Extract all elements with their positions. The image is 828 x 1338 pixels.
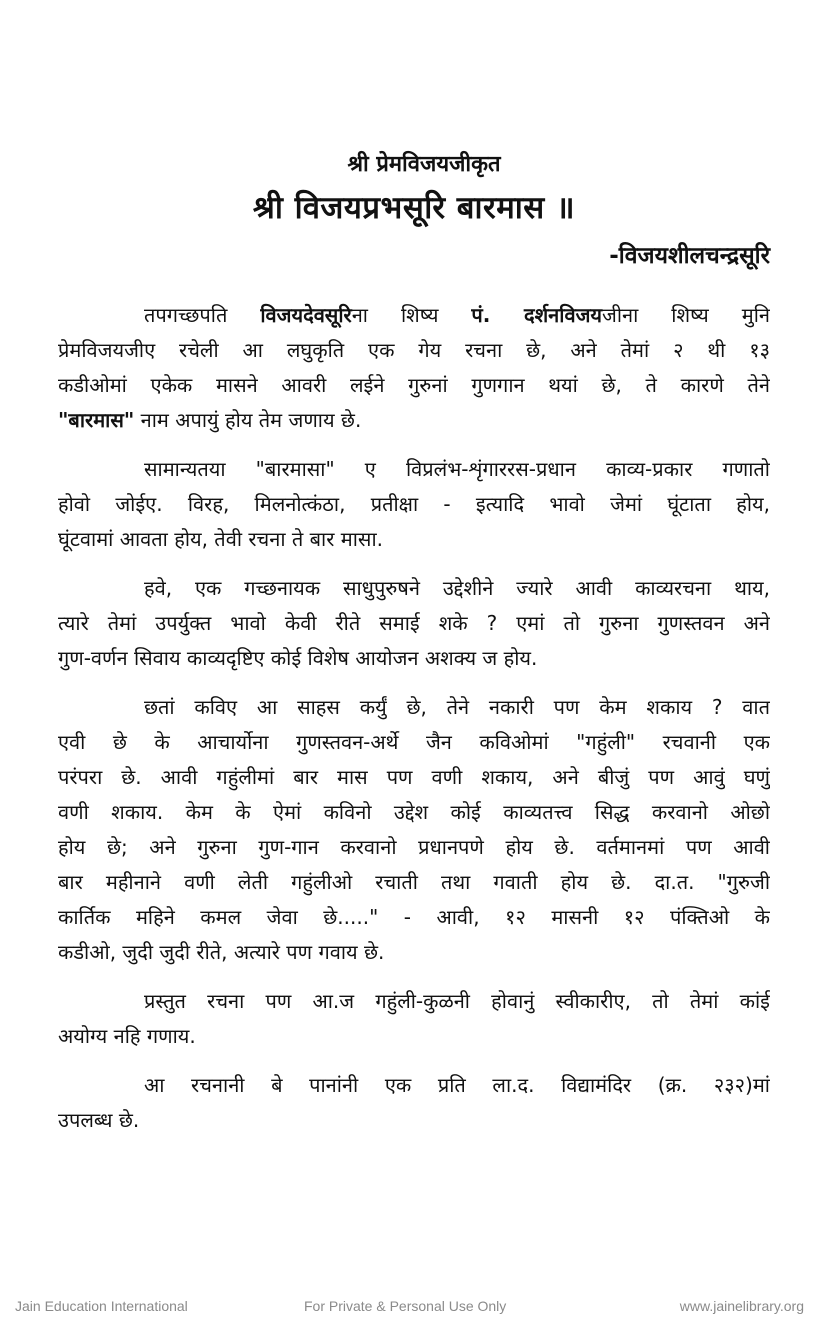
bold-name: पं. दर्शनविजय [471,303,603,327]
page-footer [0,1298,828,1318]
text-line: अयोग्य नहि गणाय. [58,1024,196,1048]
paragraph [58,571,770,676]
text-line: बार महीनाने वणी लेती गहुंलीओ रचाती तथा गवाती होय छे. दा.त. "गुरुजी [58,870,770,894]
footer-website-link[interactable]: www.jainelibrary.org [679,1298,804,1314]
paragraph [58,1068,770,1138]
text-line: छतां कविए आ साहस कर्युं छे, तेने नकारी पण केम शकाय ? वात [144,695,770,719]
text-line: उपलब्ध छे. [58,1108,140,1132]
text-line: आ रचनानी बे पानांनी एक प्रति ला.द. विद्यामंदिर (क्र. २३२)मां [144,1073,770,1097]
text-line [58,298,770,333]
text-line: कार्तिक महिने कमल जेवा छे....." - आवी, १२ मासनी १२ पंक्तिओ के [58,905,770,929]
bold-term: "बारमास" [58,408,135,432]
document-subtitle: श्री प्रेमविजयजीकृत [347,152,501,177]
text-line [58,403,770,438]
paragraph [58,298,770,438]
text-line: हवे, एक गच्छनायक साधुपुरुषने उद्देशीने ज्यारे आवी काव्यरचना थाय, [144,576,770,600]
text-line: एवी छे के आचार्योना गुणस्तवन-अर्थे जैन कविओमां "गहुंली" रचवानी एक [58,730,770,754]
text-segment: तपगच्छपति [144,303,261,327]
text-line: कडीओमां एकेक मासने आवरी लईने गुरुनां गुणगान थयां छे, ते कारणे तेने [58,373,770,397]
text-line: प्रस्तुत रचना पण आ.ज गहुंली-कुळनी होवानुं स्वीकारीए, तो तेमां कांई [144,989,770,1013]
text-line: घूंटवामां आवता होय, तेवी रचना ते बार मासा. [58,527,383,551]
paragraph [58,984,770,1054]
text-line: होय छे; अने गुरुना गुण-गान करवानो प्रधानपणे होय छे. वर्तमानमां पण आवी [58,835,770,859]
paragraph [58,690,770,970]
text-segment: नाम अपायुं होय तेम जणाय छे. [134,408,362,432]
text-line: गुण-वर्णन सिवाय काव्यदृष्टिए कोई विशेष आयोजन अशक्य ज होय. [58,646,538,670]
text-segment: ना शिष्य [351,303,472,327]
document-body [58,298,770,1152]
text-segment: जीना शिष्य मुनि [602,303,770,327]
footer-publisher: Jain Education International [15,1298,188,1314]
text-line: प्रेमविजयजीए रचेली आ लघुकृति एक गेय रचना छे, अने तेमां २ थी १३ [58,338,770,362]
paragraph [58,452,770,557]
text-line: सामान्यतया "बारमासा" ए विप्रलंभ-शृंगाररस-प्रधान काव्य-प्रकार गणातो [144,457,770,481]
footer-usage-note: For Private & Personal Use Only [304,1298,507,1314]
text-line: कडीओ, जुदी जुदी रीते, अत्यारे पण गवाय छे. [58,940,385,964]
document-title: श्री विजयप्रभसूरि बारमास ॥ [252,190,576,226]
bold-name: विजयदेवसूरि [260,303,352,327]
document-author: -विजयशीलचन्द्रसूरि [609,243,770,269]
text-line: होवो जोईए. विरह, मिलनोत्कंठा, प्रतीक्षा - इत्यादि भावो जेमां घूंटाता होय, [58,492,770,516]
text-line: त्यारे तेमां उपर्युक्त भावो केवी रीते समाई शके ? एमां तो गुरुना गुणस्तवन अने [58,611,770,635]
text-line: परंपरा छे. आवी गहुंलीमां बार मास पण वणी शकाय, अने बीजुं पण आवुं घणुं [58,765,770,789]
text-line: वणी शकाय. केम के ऐमां कविनो उद्देश कोई काव्यतत्त्व सिद्ध करवानो ओछो [58,800,770,824]
